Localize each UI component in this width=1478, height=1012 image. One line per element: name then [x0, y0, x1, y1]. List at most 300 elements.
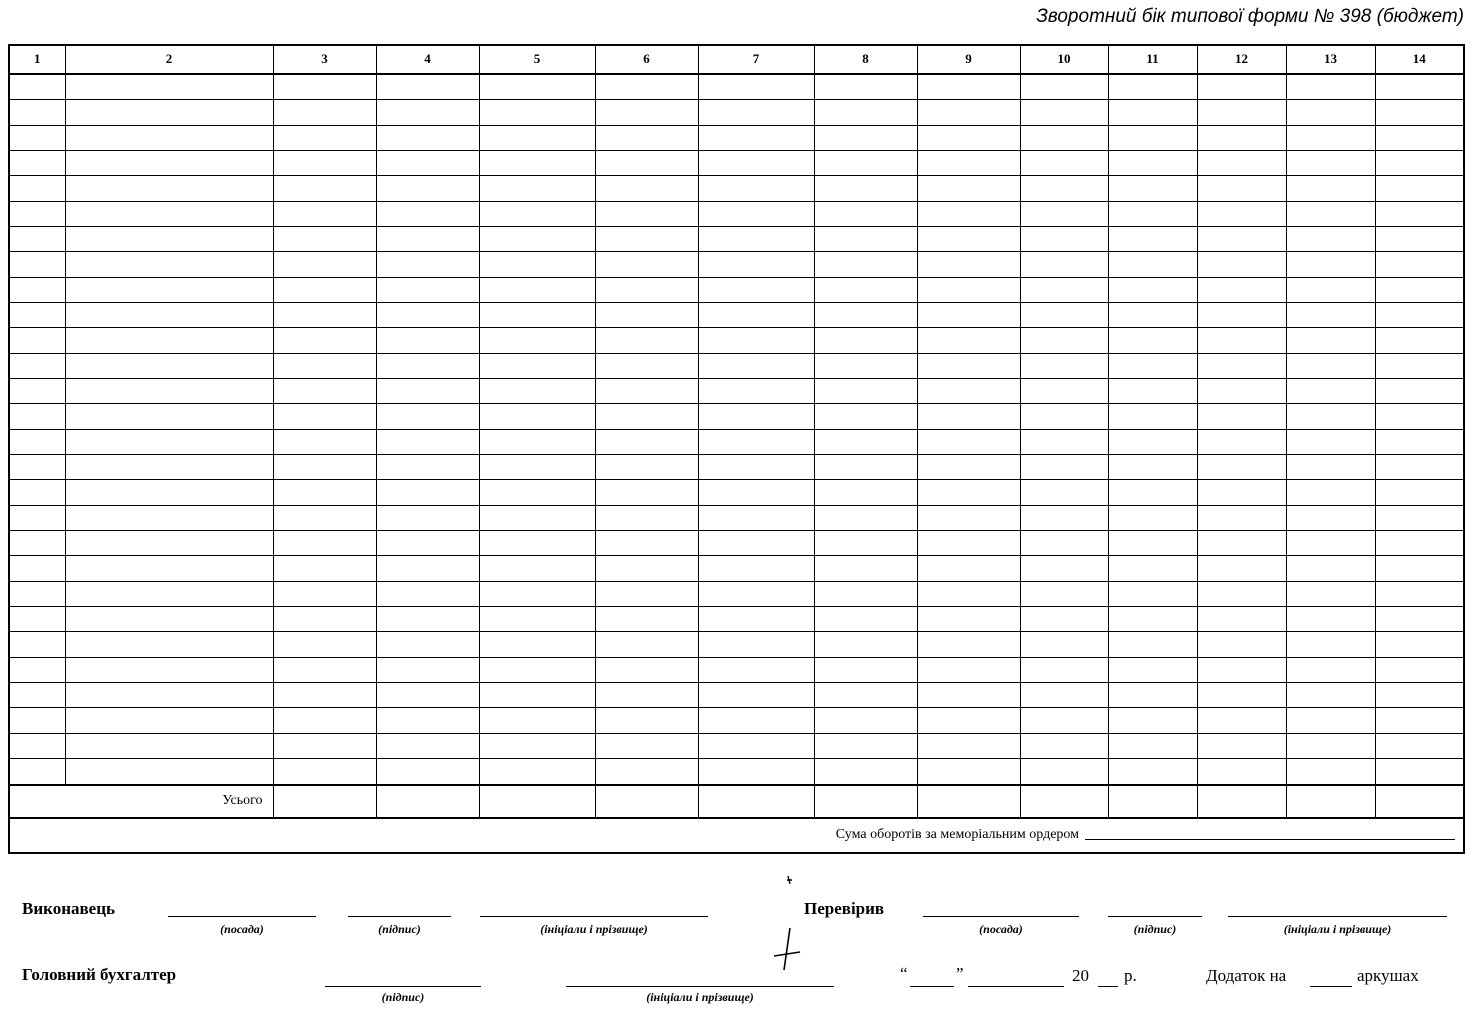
- table-cell[interactable]: [1020, 100, 1108, 125]
- table-cell[interactable]: [376, 277, 479, 302]
- table-cell[interactable]: [376, 379, 479, 404]
- table-cell[interactable]: [1197, 226, 1286, 251]
- table-cell[interactable]: [595, 683, 698, 708]
- table-cell[interactable]: [814, 176, 917, 201]
- table-cell[interactable]: [698, 353, 814, 378]
- table-cell[interactable]: [273, 556, 376, 581]
- table-cell[interactable]: [1020, 683, 1108, 708]
- table-cell[interactable]: [479, 632, 595, 657]
- table-cell[interactable]: [273, 708, 376, 733]
- table-cell[interactable]: [1286, 657, 1375, 682]
- table-cell[interactable]: [273, 100, 376, 125]
- table-cell[interactable]: [917, 125, 1020, 150]
- table-cell[interactable]: [1020, 277, 1108, 302]
- date-month-line[interactable]: [968, 986, 1064, 987]
- table-cell[interactable]: [65, 379, 273, 404]
- table-cell[interactable]: [273, 607, 376, 632]
- table-cell[interactable]: [917, 632, 1020, 657]
- table-cell[interactable]: [9, 455, 65, 480]
- table-cell[interactable]: [9, 429, 65, 454]
- table-cell[interactable]: [1108, 328, 1197, 353]
- table-cell[interactable]: [698, 505, 814, 530]
- total-cell[interactable]: [814, 785, 917, 818]
- table-cell[interactable]: [9, 708, 65, 733]
- table-cell[interactable]: [595, 328, 698, 353]
- table-cell[interactable]: [1197, 455, 1286, 480]
- table-cell[interactable]: [479, 226, 595, 251]
- checked-position-line[interactable]: [923, 916, 1079, 917]
- table-cell[interactable]: [273, 277, 376, 302]
- table-cell[interactable]: [9, 176, 65, 201]
- table-cell[interactable]: [814, 733, 917, 758]
- table-cell[interactable]: [65, 125, 273, 150]
- table-cell[interactable]: [917, 150, 1020, 175]
- table-cell[interactable]: [65, 226, 273, 251]
- total-cell[interactable]: [1286, 785, 1375, 818]
- table-cell[interactable]: [917, 277, 1020, 302]
- table-cell[interactable]: [595, 74, 698, 100]
- table-cell[interactable]: [1108, 176, 1197, 201]
- table-cell[interactable]: [9, 733, 65, 758]
- table-cell[interactable]: [9, 683, 65, 708]
- table-cell[interactable]: [698, 429, 814, 454]
- table-cell[interactable]: [273, 429, 376, 454]
- table-cell[interactable]: [9, 328, 65, 353]
- table-cell[interactable]: [1020, 657, 1108, 682]
- total-cell[interactable]: [1375, 785, 1464, 818]
- executor-signature-line[interactable]: [348, 916, 451, 917]
- table-cell[interactable]: [1286, 226, 1375, 251]
- table-cell[interactable]: [9, 150, 65, 175]
- table-cell[interactable]: [698, 657, 814, 682]
- table-cell[interactable]: [9, 100, 65, 125]
- table-cell[interactable]: [1020, 429, 1108, 454]
- table-cell[interactable]: [1375, 759, 1464, 785]
- table-cell[interactable]: [1020, 480, 1108, 505]
- table-cell[interactable]: [376, 733, 479, 758]
- table-cell[interactable]: [9, 505, 65, 530]
- table-cell[interactable]: [9, 125, 65, 150]
- table-cell[interactable]: [1286, 708, 1375, 733]
- table-cell[interactable]: [917, 657, 1020, 682]
- table-cell[interactable]: [273, 176, 376, 201]
- table-cell[interactable]: [814, 100, 917, 125]
- table-cell[interactable]: [9, 277, 65, 302]
- table-cell[interactable]: [273, 531, 376, 556]
- table-cell[interactable]: [1020, 379, 1108, 404]
- table-cell[interactable]: [273, 125, 376, 150]
- table-cell[interactable]: [1197, 125, 1286, 150]
- table-cell[interactable]: [376, 226, 479, 251]
- table-cell[interactable]: [1375, 455, 1464, 480]
- table-cell[interactable]: [1197, 201, 1286, 226]
- table-cell[interactable]: [1375, 252, 1464, 277]
- table-cell[interactable]: [698, 150, 814, 175]
- table-cell[interactable]: [1108, 277, 1197, 302]
- table-cell[interactable]: [1286, 531, 1375, 556]
- table-cell[interactable]: [1375, 277, 1464, 302]
- table-cell[interactable]: [698, 252, 814, 277]
- table-cell[interactable]: [595, 252, 698, 277]
- table-cell[interactable]: [1020, 607, 1108, 632]
- table-cell[interactable]: [917, 100, 1020, 125]
- table-cell[interactable]: [698, 328, 814, 353]
- table-cell[interactable]: [1286, 683, 1375, 708]
- table-cell[interactable]: [1108, 100, 1197, 125]
- table-cell[interactable]: [1020, 125, 1108, 150]
- table-cell[interactable]: [698, 531, 814, 556]
- table-cell[interactable]: [65, 759, 273, 785]
- table-cell[interactable]: [1375, 328, 1464, 353]
- table-cell[interactable]: [814, 708, 917, 733]
- table-cell[interactable]: [9, 531, 65, 556]
- table-cell[interactable]: [65, 429, 273, 454]
- table-cell[interactable]: [479, 74, 595, 100]
- table-cell[interactable]: [814, 607, 917, 632]
- table-cell[interactable]: [814, 455, 917, 480]
- table-cell[interactable]: [1375, 480, 1464, 505]
- table-cell[interactable]: [698, 100, 814, 125]
- date-year-line[interactable]: [1098, 986, 1118, 987]
- table-cell[interactable]: [479, 176, 595, 201]
- table-cell[interactable]: [9, 581, 65, 606]
- table-cell[interactable]: [1197, 683, 1286, 708]
- table-cell[interactable]: [1197, 480, 1286, 505]
- table-cell[interactable]: [1197, 429, 1286, 454]
- table-cell[interactable]: [814, 657, 917, 682]
- table-cell[interactable]: [1286, 480, 1375, 505]
- table-cell[interactable]: [814, 429, 917, 454]
- table-cell[interactable]: [1197, 328, 1286, 353]
- table-cell[interactable]: [9, 556, 65, 581]
- table-cell[interactable]: [1108, 74, 1197, 100]
- table-cell[interactable]: [698, 404, 814, 429]
- table-cell[interactable]: [376, 632, 479, 657]
- table-cell[interactable]: [479, 429, 595, 454]
- table-cell[interactable]: [814, 379, 917, 404]
- table-cell[interactable]: [595, 607, 698, 632]
- table-cell[interactable]: [65, 708, 273, 733]
- table-cell[interactable]: [1375, 429, 1464, 454]
- table-cell[interactable]: [595, 100, 698, 125]
- table-cell[interactable]: [65, 353, 273, 378]
- table-cell[interactable]: [376, 607, 479, 632]
- total-cell[interactable]: [1108, 785, 1197, 818]
- table-cell[interactable]: [9, 201, 65, 226]
- table-cell[interactable]: [479, 302, 595, 327]
- table-cell[interactable]: [1020, 531, 1108, 556]
- table-cell[interactable]: [1375, 404, 1464, 429]
- table-cell[interactable]: [1108, 657, 1197, 682]
- table-cell[interactable]: [1286, 176, 1375, 201]
- table-cell[interactable]: [1108, 708, 1197, 733]
- table-cell[interactable]: [9, 353, 65, 378]
- table-cell[interactable]: [65, 201, 273, 226]
- table-cell[interactable]: [1197, 302, 1286, 327]
- table-cell[interactable]: [1020, 632, 1108, 657]
- table-cell[interactable]: [1197, 150, 1286, 175]
- chief-name-line[interactable]: [566, 986, 834, 987]
- table-cell[interactable]: [595, 455, 698, 480]
- table-cell[interactable]: [917, 176, 1020, 201]
- executor-name-line[interactable]: [480, 916, 708, 917]
- table-cell[interactable]: [1286, 100, 1375, 125]
- table-cell[interactable]: [65, 683, 273, 708]
- table-cell[interactable]: [376, 531, 479, 556]
- total-cell[interactable]: [1020, 785, 1108, 818]
- table-cell[interactable]: [273, 379, 376, 404]
- table-cell[interactable]: [479, 277, 595, 302]
- table-cell[interactable]: [1108, 226, 1197, 251]
- table-cell[interactable]: [1197, 252, 1286, 277]
- table-cell[interactable]: [1197, 759, 1286, 785]
- table-cell[interactable]: [698, 683, 814, 708]
- table-cell[interactable]: [814, 74, 917, 100]
- table-cell[interactable]: [479, 455, 595, 480]
- table-cell[interactable]: [1286, 505, 1375, 530]
- table-cell[interactable]: [1108, 480, 1197, 505]
- table-cell[interactable]: [1375, 683, 1464, 708]
- table-cell[interactable]: [698, 632, 814, 657]
- table-cell[interactable]: [1375, 100, 1464, 125]
- table-cell[interactable]: [1197, 176, 1286, 201]
- table-cell[interactable]: [479, 201, 595, 226]
- table-cell[interactable]: [1375, 556, 1464, 581]
- table-cell[interactable]: [65, 302, 273, 327]
- table-cell[interactable]: [273, 226, 376, 251]
- table-cell[interactable]: [1108, 353, 1197, 378]
- table-cell[interactable]: [1197, 708, 1286, 733]
- table-cell[interactable]: [1375, 226, 1464, 251]
- table-cell[interactable]: [376, 404, 479, 429]
- table-cell[interactable]: [595, 708, 698, 733]
- table-cell[interactable]: [814, 505, 917, 530]
- table-cell[interactable]: [917, 201, 1020, 226]
- table-cell[interactable]: [1286, 455, 1375, 480]
- table-cell[interactable]: [814, 531, 917, 556]
- table-cell[interactable]: [65, 455, 273, 480]
- table-cell[interactable]: [376, 556, 479, 581]
- table-cell[interactable]: [1108, 581, 1197, 606]
- table-cell[interactable]: [595, 176, 698, 201]
- table-cell[interactable]: [1286, 632, 1375, 657]
- total-cell[interactable]: [595, 785, 698, 818]
- table-cell[interactable]: [1020, 302, 1108, 327]
- table-cell[interactable]: [479, 759, 595, 785]
- table-cell[interactable]: [376, 100, 479, 125]
- table-cell[interactable]: [1108, 531, 1197, 556]
- table-cell[interactable]: [1108, 455, 1197, 480]
- table-cell[interactable]: [479, 404, 595, 429]
- table-cell[interactable]: [9, 480, 65, 505]
- table-cell[interactable]: [1375, 733, 1464, 758]
- table-cell[interactable]: [1286, 733, 1375, 758]
- table-cell[interactable]: [273, 455, 376, 480]
- table-cell[interactable]: [1286, 74, 1375, 100]
- table-cell[interactable]: [376, 581, 479, 606]
- table-cell[interactable]: [479, 581, 595, 606]
- table-cell[interactable]: [273, 733, 376, 758]
- table-cell[interactable]: [1197, 657, 1286, 682]
- table-cell[interactable]: [479, 125, 595, 150]
- table-cell[interactable]: [65, 581, 273, 606]
- table-cell[interactable]: [1108, 632, 1197, 657]
- total-cell[interactable]: [917, 785, 1020, 818]
- table-cell[interactable]: [595, 379, 698, 404]
- table-cell[interactable]: [273, 632, 376, 657]
- table-cell[interactable]: [65, 328, 273, 353]
- table-cell[interactable]: [595, 277, 698, 302]
- table-cell[interactable]: [273, 657, 376, 682]
- table-cell[interactable]: [1375, 353, 1464, 378]
- table-cell[interactable]: [479, 683, 595, 708]
- table-cell[interactable]: [65, 277, 273, 302]
- table-cell[interactable]: [917, 328, 1020, 353]
- table-cell[interactable]: [376, 125, 479, 150]
- table-cell[interactable]: [376, 708, 479, 733]
- table-cell[interactable]: [65, 404, 273, 429]
- table-cell[interactable]: [273, 302, 376, 327]
- table-cell[interactable]: [1375, 150, 1464, 175]
- table-cell[interactable]: [698, 733, 814, 758]
- total-cell[interactable]: [698, 785, 814, 818]
- table-cell[interactable]: [1197, 607, 1286, 632]
- table-cell[interactable]: [917, 379, 1020, 404]
- table-cell[interactable]: [1286, 125, 1375, 150]
- table-cell[interactable]: [1375, 176, 1464, 201]
- table-cell[interactable]: [1375, 379, 1464, 404]
- table-cell[interactable]: [479, 100, 595, 125]
- table-cell[interactable]: [376, 657, 479, 682]
- table-cell[interactable]: [917, 607, 1020, 632]
- table-cell[interactable]: [917, 74, 1020, 100]
- table-cell[interactable]: [1375, 201, 1464, 226]
- table-cell[interactable]: [479, 607, 595, 632]
- table-cell[interactable]: [1020, 328, 1108, 353]
- table-cell[interactable]: [1375, 505, 1464, 530]
- table-cell[interactable]: [1197, 353, 1286, 378]
- table-cell[interactable]: [65, 531, 273, 556]
- table-cell[interactable]: [65, 733, 273, 758]
- table-cell[interactable]: [1108, 125, 1197, 150]
- table-cell[interactable]: [917, 759, 1020, 785]
- table-cell[interactable]: [9, 632, 65, 657]
- table-cell[interactable]: [698, 607, 814, 632]
- table-cell[interactable]: [917, 455, 1020, 480]
- table-cell[interactable]: [1286, 302, 1375, 327]
- table-cell[interactable]: [698, 556, 814, 581]
- table-cell[interactable]: [1020, 226, 1108, 251]
- table-cell[interactable]: [917, 480, 1020, 505]
- table-cell[interactable]: [1197, 581, 1286, 606]
- table-cell[interactable]: [376, 480, 479, 505]
- table-cell[interactable]: [273, 759, 376, 785]
- table-cell[interactable]: [814, 277, 917, 302]
- table-cell[interactable]: [814, 252, 917, 277]
- table-cell[interactable]: [595, 302, 698, 327]
- table-cell[interactable]: [1286, 277, 1375, 302]
- table-cell[interactable]: [1197, 632, 1286, 657]
- table-cell[interactable]: [814, 556, 917, 581]
- table-cell[interactable]: [1197, 277, 1286, 302]
- table-cell[interactable]: [376, 150, 479, 175]
- table-cell[interactable]: [698, 277, 814, 302]
- table-cell[interactable]: [1375, 74, 1464, 100]
- table-cell[interactable]: [65, 100, 273, 125]
- table-cell[interactable]: [917, 531, 1020, 556]
- table-cell[interactable]: [273, 252, 376, 277]
- table-cell[interactable]: [595, 404, 698, 429]
- table-cell[interactable]: [1108, 429, 1197, 454]
- table-cell[interactable]: [917, 683, 1020, 708]
- table-cell[interactable]: [1020, 556, 1108, 581]
- table-cell[interactable]: [9, 657, 65, 682]
- table-cell[interactable]: [479, 531, 595, 556]
- table-cell[interactable]: [273, 353, 376, 378]
- table-cell[interactable]: [376, 328, 479, 353]
- total-cell[interactable]: [273, 785, 376, 818]
- table-cell[interactable]: [698, 708, 814, 733]
- table-cell[interactable]: [595, 632, 698, 657]
- table-cell[interactable]: [814, 201, 917, 226]
- table-cell[interactable]: [595, 201, 698, 226]
- table-cell[interactable]: [1375, 125, 1464, 150]
- table-cell[interactable]: [698, 379, 814, 404]
- table-cell[interactable]: [1197, 74, 1286, 100]
- table-cell[interactable]: [1286, 353, 1375, 378]
- table-cell[interactable]: [698, 226, 814, 251]
- table-cell[interactable]: [814, 404, 917, 429]
- table-cell[interactable]: [1286, 328, 1375, 353]
- checked-name-line[interactable]: [1228, 916, 1447, 917]
- table-cell[interactable]: [1020, 176, 1108, 201]
- attachment-sheets-line[interactable]: [1310, 986, 1352, 987]
- checked-signature-line[interactable]: [1108, 916, 1202, 917]
- table-cell[interactable]: [1020, 201, 1108, 226]
- table-cell[interactable]: [9, 404, 65, 429]
- table-cell[interactable]: [65, 607, 273, 632]
- table-cell[interactable]: [479, 150, 595, 175]
- table-cell[interactable]: [917, 429, 1020, 454]
- table-cell[interactable]: [1286, 201, 1375, 226]
- table-cell[interactable]: [1108, 404, 1197, 429]
- table-cell[interactable]: [479, 556, 595, 581]
- table-cell[interactable]: [814, 226, 917, 251]
- table-cell[interactable]: [479, 328, 595, 353]
- table-cell[interactable]: [1286, 556, 1375, 581]
- table-cell[interactable]: [1375, 657, 1464, 682]
- table-cell[interactable]: [814, 125, 917, 150]
- table-cell[interactable]: [595, 531, 698, 556]
- table-cell[interactable]: [273, 74, 376, 100]
- table-cell[interactable]: [595, 226, 698, 251]
- table-cell[interactable]: [698, 759, 814, 785]
- table-cell[interactable]: [479, 657, 595, 682]
- table-cell[interactable]: [1197, 531, 1286, 556]
- table-cell[interactable]: [1375, 302, 1464, 327]
- table-cell[interactable]: [1020, 759, 1108, 785]
- table-cell[interactable]: [479, 505, 595, 530]
- table-cell[interactable]: [595, 353, 698, 378]
- table-cell[interactable]: [917, 556, 1020, 581]
- table-cell[interactable]: [1020, 353, 1108, 378]
- table-cell[interactable]: [1108, 252, 1197, 277]
- table-cell[interactable]: [1108, 759, 1197, 785]
- table-cell[interactable]: [273, 328, 376, 353]
- table-cell[interactable]: [814, 302, 917, 327]
- table-cell[interactable]: [65, 556, 273, 581]
- table-cell[interactable]: [1197, 404, 1286, 429]
